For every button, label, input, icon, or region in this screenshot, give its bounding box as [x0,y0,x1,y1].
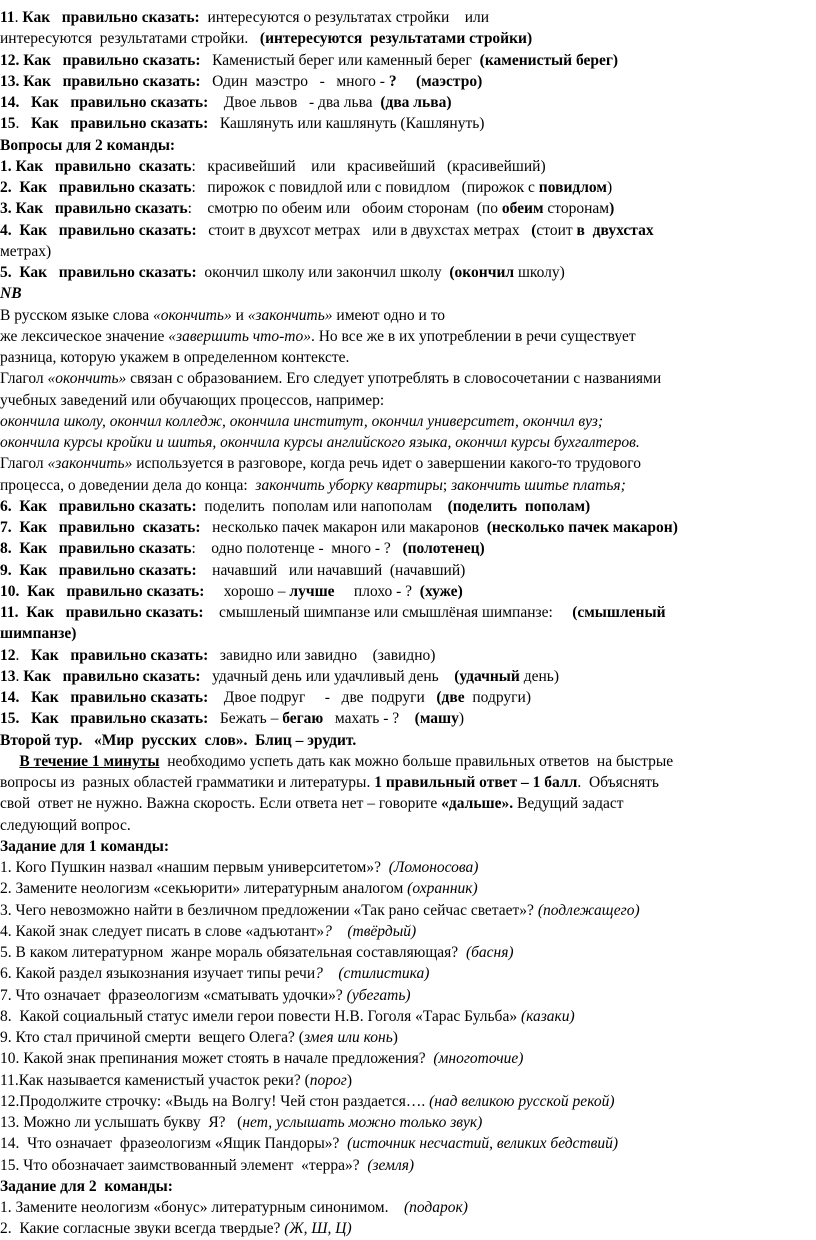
text-line [0,411,814,433]
text-run: змея или конь [303,1029,393,1046]
text-run: 1 правильный ответ – 1 балл [374,774,578,791]
text-run: 2. Как правильно сказать [0,179,192,196]
text-run: имеют одно и то [332,306,446,324]
text-run: 4. Как правильно сказать: [0,221,197,239]
text-run: (несколько пачек макарон) [486,519,678,536]
text-run: лучше [289,582,335,600]
text-line [0,708,814,730]
text-run: Глагол [0,455,48,473]
text-run: (удачный [454,667,520,685]
text-line [0,666,814,688]
text-run: ) [346,1071,352,1089]
text-line [0,1048,814,1070]
text-run: необходимо успеть дать как можно больше правильных ответов на быстрые [159,752,674,770]
text-run: ) [458,710,465,728]
text-run: (две [436,689,465,706]
text-run: плохо - ? [334,582,420,600]
text-run: 14. Как правильно сказать: [0,689,209,706]
text-run: (два льва) [380,94,452,111]
text-run: же лексическое значение [0,327,169,345]
text-line [0,326,814,348]
text-run: интересуются о результатах стройки или [199,9,490,26]
text-run: ? [388,72,397,90]
text-line [0,921,814,943]
text-run: 15. Что обозначает заимствованный элемент «терра»? [0,1156,368,1174]
text-line [0,942,814,964]
text-run: : одно полотенце - много - ? [191,540,403,558]
text-line [0,1112,814,1134]
text-run: ? (твёрдый) [324,922,417,940]
text-line [0,751,814,773]
text-line [0,347,814,369]
text-line [0,198,814,220]
text-run: (подлежащего) [537,901,640,919]
text-run: окончила курсы кройки и шитья, окончила курсы английского языка, окончил курсы бухгалтеров. [0,434,640,451]
text-run: Как правильно сказать: [22,9,200,26]
text-line [0,496,814,518]
text-run: . [15,646,28,664]
text-run: 15 [0,115,16,133]
text-run: 7. Как правильно сказать: [0,519,201,536]
text-line [0,900,814,922]
text-line [0,50,814,72]
text-run: (Ж, Ш, Ц) [284,1220,352,1238]
text-line [0,156,814,178]
text-run: . [15,115,28,133]
text-run: 8. Как правильно сказать [0,540,192,558]
text-line [0,985,814,1007]
text-line [0,283,814,305]
text-run: интересуются результатами стройки. [0,30,260,48]
text-run: : пирожок с повидлой или с повидлом (пирожок с [191,179,539,196]
text-run: (хуже) [419,582,463,600]
text-run: метрах) [0,242,52,260]
text-run: : смотрю по обеим или обоим сторонам (по [187,200,502,218]
text-run: 14. Что означает фразеологизм «Ящик Пандоры»? [0,1135,348,1153]
text-run: «окончить» [47,370,127,388]
text-run [0,753,19,770]
text-run: . [15,667,24,685]
text-run: стоит в двухсот метрах или в двухстах метрах [196,221,532,239]
text-run: 13. Как правильно сказать: [0,72,201,90]
text-run: в двухстах [576,221,654,239]
text-run: . Объяснять [577,774,659,791]
text-run: подруги) [464,689,531,706]
text-run: (машу [414,710,459,728]
text-line [0,71,814,93]
text-run: бегаю [282,710,324,728]
text-run: закончить шитье платья; [451,476,626,494]
text-run: 9. Кто стал причиной смерти вещего Олега? ( [0,1029,304,1046]
text-run: 13 [0,667,16,685]
text-run: процесса, о доведении дела до конца: [0,476,256,494]
text-run: порог [309,1071,347,1089]
text-run: (поделить пополам) [447,497,591,515]
text-run: 5. Как правильно сказать: [0,264,197,281]
text-run: Ведущий задаст [513,795,624,813]
text-run: окончил школу или закончил школу [196,264,450,281]
text-run: 12 [0,646,16,664]
text-run: ? (стилистика) [315,965,430,983]
text-run: (полотенец) [402,540,485,558]
text-run: 5. В каком литературном жанре мораль обязательная составляющая? [0,944,466,961]
text-line [0,1218,814,1240]
text-line [0,368,814,390]
text-run: (басня) [465,944,514,961]
text-line [0,177,814,199]
text-run: (окончил [449,264,515,281]
text-run: «закончить» [247,306,333,324]
text-run: учебных заведений или обучающих процессов, например: [0,391,385,409]
text-run: Двое львов - два льва [208,94,381,111]
text-line [0,772,814,794]
text-line [0,262,814,284]
text-line [0,1197,814,1219]
text-run: повидлом [538,179,607,196]
text-line [0,857,814,879]
text-run: (маэстро) [415,72,483,90]
text-run: Второй тур. «Мир русских слов». Блиц – эрудит. [0,731,357,749]
text-line [0,1091,814,1113]
text-run: Задание для 1 команды: [0,837,169,855]
text-line [0,453,814,475]
text-line [0,113,814,135]
text-run: Кашлянуть или кашлянуть (Кашлянуть) [208,115,485,133]
text-line [0,581,814,603]
text-run: 10. Как правильно сказать: [0,582,205,600]
text-line [0,815,814,837]
text-run: . [14,9,23,26]
text-run: Каменистый берег или каменный берег [200,51,480,69]
text-run: 15. Как правильно сказать: [0,710,209,728]
text-line [0,28,814,50]
text-run: (смышленый [572,604,666,621]
text-run: удачный день или удачливый день [200,667,455,685]
text-run: 10. Какой знак препинания может стоять в начале предложения? [0,1050,434,1068]
text-run: закончить уборку квартиры [255,476,443,494]
text-line [0,878,814,900]
text-run: начавший или начавший (начавший) [196,561,466,579]
text-line [0,7,814,29]
text-run: обеим [501,200,544,218]
text-run: . Но все же в их употреблении в речи существует [310,327,636,345]
text-run: хорошо – [204,582,290,600]
text-run: Как правильно сказать: [27,646,209,664]
text-run: 9. Как правильно сказать: [0,561,197,579]
text-run: Как правильно сказать: [27,115,209,133]
text-run: 11. Как правильно сказать: [0,604,204,621]
text-line [0,220,814,242]
text-run: следующий вопрос. [0,816,131,834]
text-run: «дальше». [441,795,514,813]
text-line [0,390,814,412]
text-run: махать - ? [323,710,415,728]
text-line [0,1070,814,1092]
text-run: (каменистый берег) [479,51,619,69]
text-run: (многоточие) [433,1050,524,1068]
text-run: и [231,306,248,324]
text-run: (земля) [367,1156,415,1174]
text-run: Один маэстро - много - [200,72,389,90]
text-run: ; [442,476,452,494]
text-run: Глагол [0,370,48,388]
text-run: (убегать) [346,986,411,1004]
text-run: В течение 1 минуты [19,752,160,770]
text-line [0,1176,814,1198]
text-line [0,92,814,114]
text-line [0,475,814,497]
text-run: ) [609,200,615,218]
text-run: 8. Какой социальный статус имели герои повести Н.В. Гоголя «Тарас Бульба» [0,1007,521,1025]
text-line [0,1027,814,1049]
text-line [0,793,814,815]
text-run: 11 [0,9,15,26]
text-run: 12. Как правильно сказать: [0,51,201,69]
text-run: Задание для 2 команды: [0,1177,173,1195]
text-run: (охранник) [407,880,478,898]
text-run: несколько пачек макарон или макаронов [200,519,487,536]
text-line [0,730,814,752]
text-run: 14. Как правильно сказать: [0,94,209,111]
text-run: В русском языке слова [0,306,153,324]
text-line [0,1133,814,1155]
text-line [0,241,814,263]
text-run: ( [531,221,537,239]
text-run: 6. Как правильно сказать: [0,497,197,515]
text-run: шимпанзе) [0,625,77,643]
text-line [0,602,814,624]
text-run: (казаки) [520,1007,575,1025]
text-run: «завершить что-то» [168,327,311,345]
text-line [0,135,814,157]
text-run: ) [606,179,613,196]
text-run: используется в разговоре, когда речь идет о завершении какого-то трудового [132,455,641,473]
text-run: 12.Продолжите строчку: «Выдь на Волгу! Чей стон раздается…. [0,1092,430,1110]
text-run: «окончить» [152,306,232,324]
text-run: школу) [514,264,565,281]
text-run: 2. Замените неологизм «секьюрити» литературным аналогом [0,880,408,898]
text-run: (над великою русской рекой) [429,1092,615,1110]
text-run: Вопросы для 2 команды: [0,136,176,154]
text-run: Двое подруг - две подруги [208,689,437,706]
text-line [0,517,814,539]
text-run: «закончить» [47,455,133,473]
text-run [397,73,416,90]
text-run: 1. Кого Пушкин назвал «нашим первым университетом»? [0,859,389,876]
text-line [0,305,814,327]
text-line [0,1155,814,1177]
text-run: 11.Как называется каменистый участок реки? ( [0,1071,310,1089]
text-run: нет, услышать можно только звук) [242,1114,483,1131]
text-run: 3. Как правильно сказать [0,200,188,218]
text-line [0,432,814,454]
text-run: стоит [536,221,577,239]
text-run: (Ломоносова) [388,859,479,876]
text-run: 2. Какие согласные звуки всегда твердые? [0,1220,285,1238]
text-run: Бежать – [208,710,283,728]
text-run: свой ответ не нужно. Важна скорость. Если ответа нет – говорите [0,795,442,813]
text-run: : красивейший или красивейший (красивейший) [191,157,546,175]
text-run: 6. Какой раздел языкознания изучает типы речи [0,965,316,983]
text-run: сторонам [543,200,610,218]
text-run: 4. Какой знак следует писать в слове «адъютант» [0,922,325,940]
text-run: 3. Чего невозможно найти в безличном предложении «Так рано сейчас светает»? [0,901,538,919]
text-run: 7. Что означает фразеологизм «сматывать удочки»? [0,986,347,1004]
text-line [0,836,814,858]
text-run: 1. Как правильно сказать [0,157,192,175]
text-run: разница, которую укажем в определенном контексте. [0,349,350,366]
text-run: Как правильно сказать: [23,667,201,685]
text-line [0,963,814,985]
text-run: связан с образованием. Его следует употреблять в словосочетании с названиями [126,370,662,388]
text-run: 1. Замените неологизм «бонус» литературным синонимом. [0,1199,404,1216]
text-run: NB [0,285,22,303]
text-run: вопросы из разных областей грамматики и литературы. [0,774,375,791]
text-run: ) [392,1029,398,1046]
text-line [0,538,814,560]
text-line [0,645,814,667]
text-run: окончила школу, окончил колледж, окончила институт, окончил университет, окончил вуз; [0,412,603,430]
text-run: завидно или завидно (завидно) [208,646,436,664]
text-run: 13. Можно ли услышать букву Я? ( [0,1114,243,1131]
text-run: день) [519,667,560,685]
text-line [0,623,814,645]
text-run: (источник несчастий, великих бедствий) [347,1135,619,1153]
text-run: смышленый шимпанзе или смышлёная шимпанзе: [203,604,573,621]
text-run: поделить пополам или напополам [196,497,448,515]
text-line [0,1006,814,1028]
text-line [0,687,814,709]
text-line [0,560,814,582]
text-run: (подарок) [403,1199,468,1216]
text-run: (интересуются результатами стройки) [259,30,533,48]
